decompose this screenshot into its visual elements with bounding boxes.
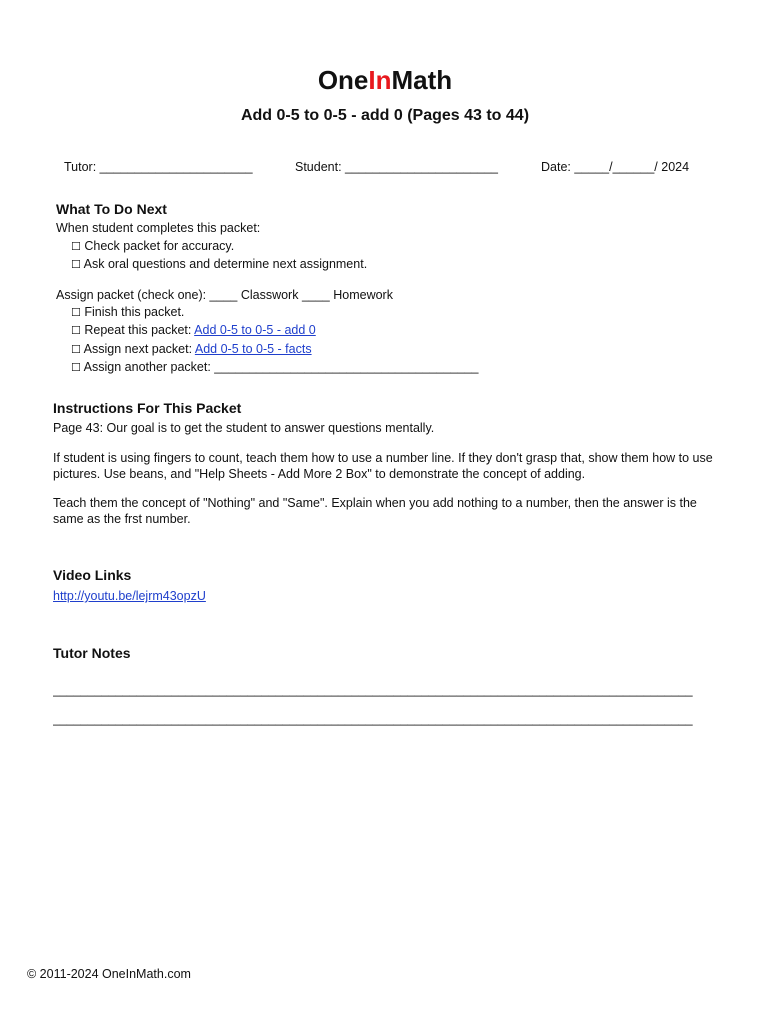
check-accuracy-text: Check packet for accuracy. — [84, 239, 235, 253]
instructions-heading: Instructions For This Packet — [53, 400, 242, 416]
checkbox-icon: ☐ — [71, 324, 81, 337]
oral-questions-text: Ask oral questions and determine next assignment. — [83, 257, 368, 271]
video-links-heading: Video Links — [53, 567, 132, 583]
repeat-packet-item — [71, 322, 316, 339]
repeat-packet-label: Repeat this packet: — [84, 323, 195, 337]
notes-line-2: ____________________________________________________________________________________________ — [53, 712, 693, 726]
footer-copyright: © 2011-2024 OneInMath.com — [27, 967, 191, 981]
finish-packet-item — [71, 304, 184, 321]
next-packet-label: Assign next packet: — [83, 342, 195, 356]
logo-part-math: Math — [391, 65, 453, 95]
next-packet-link[interactable]: Add 0-5 to 0-5 - facts — [194, 342, 312, 356]
student-field: Student: ______________________ — [295, 160, 498, 174]
instructions-paragraph-2: If student is using fingers to count, teach them how to use a number line. If they don't grasp that, show them how to use pictures. Use beans, and "Help Sheets - Add More 2 Box" to demonstrate the concept of adding. — [53, 451, 713, 481]
logo-part-one: One — [317, 65, 369, 95]
checkbox-icon: ☐ — [71, 258, 81, 271]
finish-packet-text: Finish this packet. — [84, 305, 185, 319]
checkbox-icon: ☐ — [71, 240, 81, 253]
checkbox-icon: ☐ — [71, 343, 81, 356]
instructions-paragraph-1: Page 43: Our goal is to get the student to answer questions mentally. — [53, 421, 435, 435]
logo — [0, 64, 770, 96]
tutor-notes-heading: Tutor Notes — [53, 645, 131, 661]
checkbox-icon: ☐ — [71, 361, 81, 374]
completion-intro: When student completes this packet: — [56, 221, 261, 235]
checkbox-icon: ☐ — [71, 306, 81, 319]
date-field: Date: _____/______/ 2024 — [541, 160, 690, 174]
notes-line-1: ____________________________________________________________________________________________ — [53, 683, 693, 697]
packet-title: Add 0-5 to 0-5 - add 0 (Pages 43 to 44) — [240, 107, 530, 124]
next-packet-item — [71, 341, 312, 358]
another-packet-item — [71, 359, 478, 376]
tutor-field: Tutor: ______________________ — [64, 160, 253, 174]
oral-questions-item — [71, 256, 367, 273]
what-to-do-heading: What To Do Next — [56, 201, 167, 217]
repeat-packet-link[interactable]: Add 0-5 to 0-5 - add 0 — [194, 323, 316, 337]
instructions-paragraph-3: Teach them the concept of "Nothing" and "Same". Explain when you add nothing to a number, then the answer is the same as the frst number. — [53, 496, 697, 526]
logo-part-in: In — [368, 65, 392, 95]
another-packet-text: Assign another packet: ______________________________________ — [83, 360, 479, 374]
check-accuracy-item — [71, 238, 234, 255]
assign-packet-line: Assign packet (check one): ____ Classwork ____ Homework — [56, 288, 393, 302]
video-link[interactable]: http://youtu.be/lejrm43opzU — [53, 589, 206, 603]
